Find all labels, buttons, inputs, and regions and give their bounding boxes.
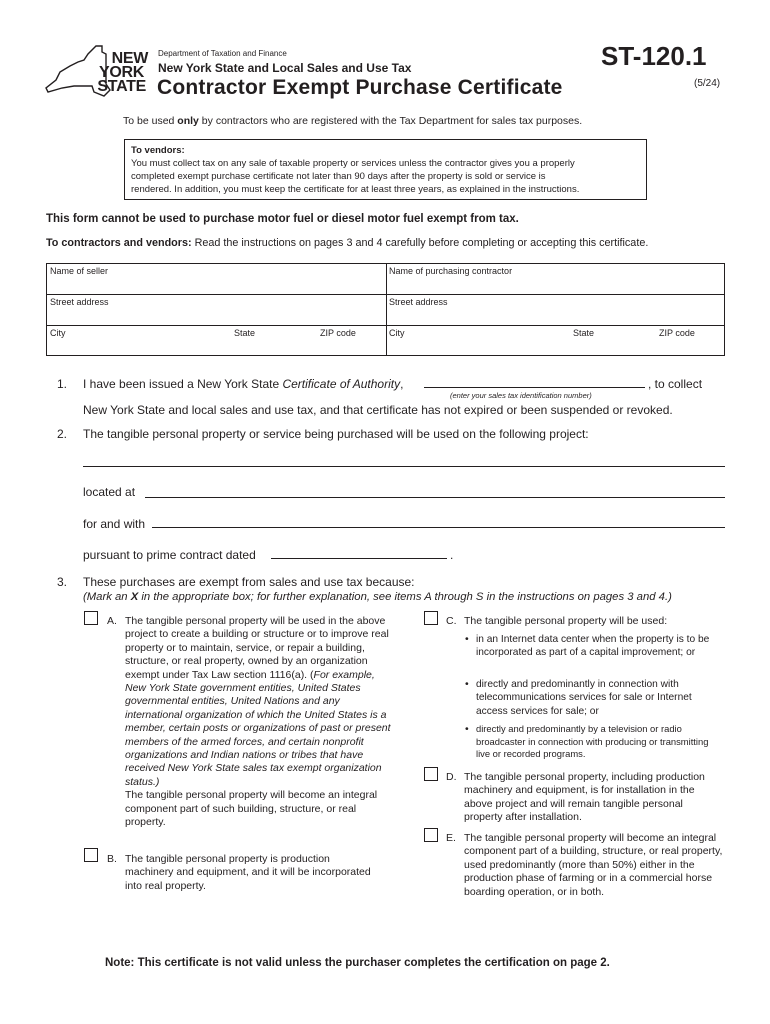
item1-line2: New York State and local sales and use tax, and that certificate has not expired or been suspended or revoked.: [83, 403, 673, 417]
form-subtitle: New York State and Local Sales and Use Tax: [158, 61, 412, 75]
contractor-state-field[interactable]: State: [573, 328, 595, 338]
for-and-with-input[interactable]: [152, 527, 725, 528]
option-c-bullet-marker: •: [465, 633, 469, 645]
vendor-notice-line: completed exempt purchase certificate not later than 90 days after the property is sold or service is: [131, 171, 546, 182]
footer-note: Note: This certificate is not valid unless the purchaser completes the certification on page 2.: [105, 957, 610, 969]
item3-mark-after: in the appropriate box; for further explanation, see items A through S in the instructions on pages 3 and 4.): [138, 591, 672, 603]
prime-contract-label: pursuant to prime contract dated: [83, 548, 256, 562]
item3-mark-x: X: [130, 591, 139, 603]
intro-emphasis: only: [177, 115, 199, 127]
contractor-name-field[interactable]: Name of purchasing contractor: [389, 266, 513, 276]
motor-fuel-warning: This form cannot be used to purchase motor fuel or diesel motor fuel exempt from tax.: [46, 213, 519, 225]
option-e-text: The tangible personal property will become an integral component part of a building, structure, or real property, used predominantly (more than 50%) either in the production phase of farming or in a commercial horse boarding operation, or in both.: [464, 832, 723, 898]
option-c-bullet-marker: •: [465, 723, 469, 735]
seller-name-field[interactable]: Name of seller: [50, 266, 109, 276]
option-c-bullet: in an Internet data center when the property is to be incorporated as part of a capital improvement; or: [476, 634, 710, 659]
option-d-text: The tangible personal property, including production machinery and equipment, is for installation in the above project and will remain tangible personal property after installation.: [464, 771, 705, 824]
instructions-text: Read the instructions on pages 3 and 4 carefully before completing or accepting this certificate.: [191, 237, 649, 249]
option-a-letter: A.: [107, 615, 117, 627]
vendor-notice-box: [124, 139, 647, 200]
option-b-letter: B.: [107, 853, 117, 865]
seller-state-field[interactable]: State: [234, 328, 256, 338]
option-a-checkbox[interactable]: [84, 611, 98, 625]
option-c-text: The tangible personal property will be used:: [464, 615, 668, 627]
item1-text-b: , to collect: [648, 377, 703, 391]
located-at-label: located at: [83, 485, 136, 499]
option-e-letter: E.: [446, 832, 456, 844]
option-c-checkbox[interactable]: [424, 611, 438, 625]
item1-certificate-of-authority: Certificate of Authority: [282, 377, 401, 391]
form-title: Contractor Exempt Purchase Certificate: [157, 76, 563, 99]
contractor-city-field[interactable]: City: [389, 328, 405, 338]
option-c-letter: C.: [446, 615, 457, 627]
item3-mark-before: (Mark an: [83, 591, 131, 603]
contractor-zip-field[interactable]: ZIP code: [659, 328, 695, 338]
instructions-line: [46, 237, 648, 249]
seller-contractor-grid: [46, 263, 725, 356]
form-revision: (5/24): [694, 78, 721, 89]
seller-city-field[interactable]: City: [50, 328, 66, 338]
vendor-notice-line: You must collect tax on any sale of taxable property or services unless the contractor gives you a properly: [131, 158, 575, 169]
item1-comma: ,: [400, 377, 404, 391]
logo-text-new: NEW: [111, 50, 148, 67]
project-description-input[interactable]: [83, 466, 725, 467]
option-a-text2: The tangible personal property will become an integral component part of such building, structure, or real property.: [125, 789, 378, 829]
item1-text-a: I have been issued a New York State: [83, 377, 283, 391]
project-location-input[interactable]: [145, 497, 725, 498]
contractor-street-address-field[interactable]: Street address: [389, 297, 448, 307]
vendor-notice-heading: To vendors:: [131, 145, 185, 156]
option-c-bullet-marker: •: [465, 678, 469, 690]
logo-text-state: STATE: [97, 78, 146, 95]
item1-text: [83, 377, 403, 391]
item3-number: 3.: [57, 575, 68, 589]
form-number: ST-120.1: [601, 41, 707, 71]
logo-text-york: YORK: [98, 64, 144, 81]
option-c-bullet: directly and predominantly by a television or radio broadcaster in connection with producing or transmitting live or recorded programs.: [476, 723, 709, 760]
option-c-bullet: directly and predominantly in connection with telecommunications services for sale or Internet access services for sale; or: [476, 679, 692, 717]
option-b-checkbox[interactable]: [84, 848, 98, 862]
option-e-checkbox[interactable]: [424, 828, 438, 842]
option-a-examples: For example, New York State government entities, United States governmental entities, United Nations and any international organization of which the United States is a member, certain posts or organizations of past or present members of the armed forces, and certain nonprofit organizations and Indian nations or tribes that have received New York State sales tax exempt organization status.): [125, 668, 391, 788]
option-d-checkbox[interactable]: [424, 767, 438, 781]
instructions-label: To contractors and vendors:: [46, 237, 192, 249]
department-name: Department of Taxation and Finance: [158, 49, 287, 58]
intro-text: [123, 115, 582, 127]
item3-mark-instruction: [83, 591, 672, 603]
intro-before: To be used: [123, 115, 178, 127]
item3-text: These purchases are exempt from sales and use tax because:: [83, 575, 415, 589]
sales-tax-id-input[interactable]: [424, 387, 645, 388]
option-d-letter: D.: [446, 771, 457, 783]
item2-text: The tangible personal property or service being purchased will be used on the following project:: [83, 427, 589, 441]
prime-contract-date-input[interactable]: [271, 558, 447, 559]
option-a-text: [125, 615, 393, 830]
sales-tax-id-hint: (enter your sales tax identification number): [450, 391, 592, 400]
option-a-text1: The tangible personal property will be used in the above project to create a building or structure or to improve real property or to maintain, service, or repair a building, structure, or real property, owned by an organization exempt under Tax Law section 1116(a). (: [125, 615, 389, 681]
for-and-with-label: for and with: [83, 517, 146, 531]
intro-after: by contractors who are registered with the Tax Department for sales tax purposes.: [198, 115, 583, 127]
option-b-text: The tangible personal property is production machinery and equipment, and it will be incorporated into real property.: [125, 853, 371, 892]
item2-number: 2.: [57, 427, 68, 441]
seller-street-address-field[interactable]: Street address: [50, 297, 109, 307]
prime-contract-period: .: [450, 548, 454, 562]
vendor-notice-line: rendered. In addition, you must keep the certificate for at least three years, as explained in the instructions.: [131, 184, 580, 195]
item1-number: 1.: [57, 377, 68, 391]
seller-zip-field[interactable]: ZIP code: [320, 328, 356, 338]
